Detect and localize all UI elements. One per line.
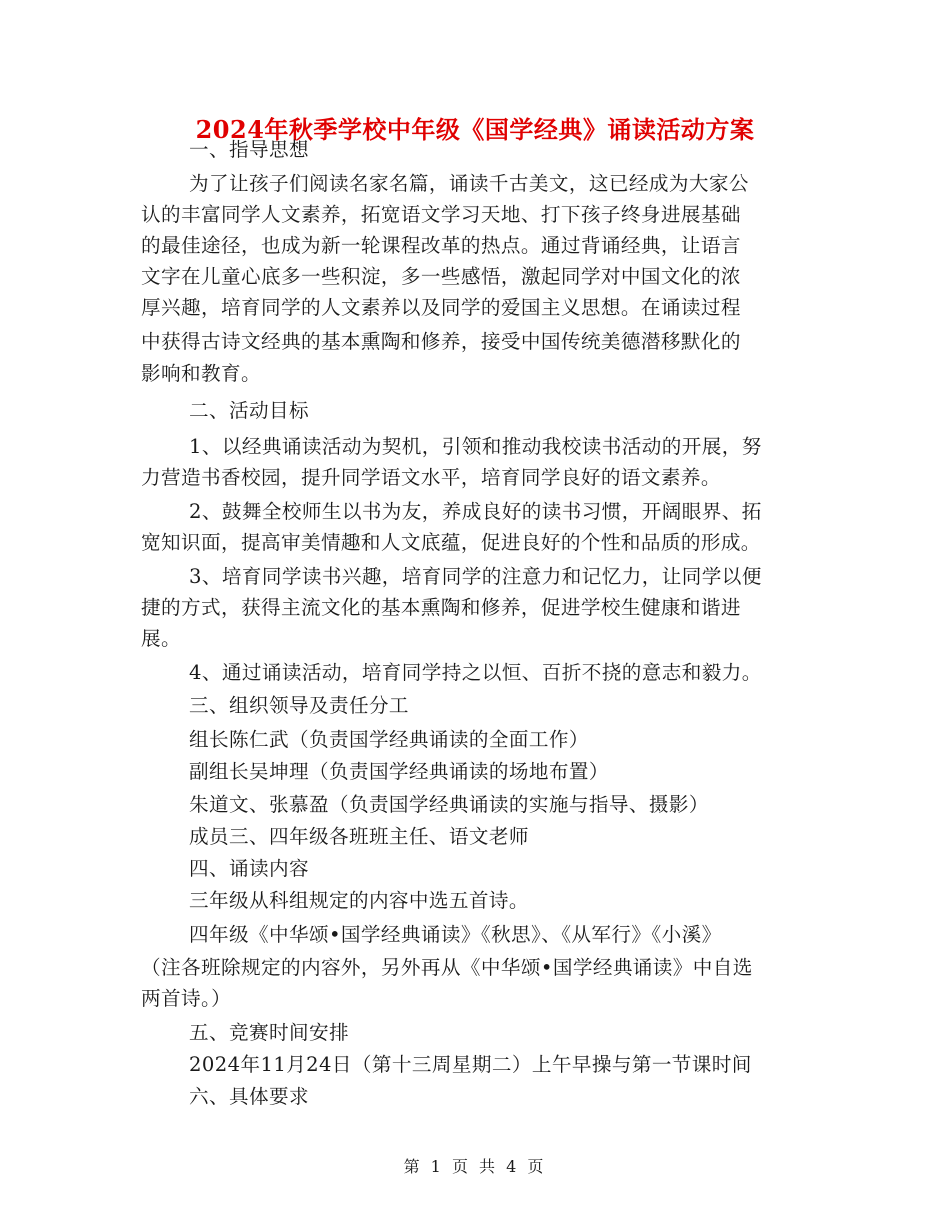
paragraph-line: 1、以经典诵读活动为契机，引领和推动我校读书活动的开展，努	[189, 435, 762, 458]
paragraph-line: 为了让孩子们阅读名家名篇，诵读千古美文，这已经成为大家公	[189, 172, 749, 195]
document-title: 2024年秋季学校中年级《国学经典》诵读活动方案	[195, 115, 755, 144]
heading-organization: 三、组织领导及责任分工	[189, 694, 409, 717]
paragraph-line: 组长陈仁武（负责国学经典诵读的全面工作）	[189, 728, 589, 751]
heading-schedule: 五、竞赛时间安排	[189, 1021, 349, 1044]
paragraph-line: 3、培育同学读书兴趣，培育同学的注意力和记忆力，让同学以便	[189, 565, 762, 588]
heading-activity-goals: 二、活动目标	[189, 399, 309, 422]
paragraph-line: 宽知识面，提高审美情趣和人文底蕴，促进良好的个性和品质的形成。	[141, 531, 761, 554]
paragraph-line: 认的丰富同学人文素养，拓宽语文学习天地、打下孩子终身进展基础	[141, 203, 741, 226]
paragraph-line: 成员三、四年级各班班主任、语文老师	[189, 825, 529, 848]
paragraph-line: 两首诗。）	[141, 987, 232, 1010]
paragraph-line: 展。	[141, 627, 181, 650]
paragraph-line: 影响和教育。	[141, 362, 261, 385]
heading-reading-content: 四、诵读内容	[189, 857, 309, 880]
paragraph-line: 的最佳途径，也成为新一轮课程改革的热点。通过背诵经典，让语言	[141, 234, 741, 257]
paragraph-line: 四年级《中华颂•国学经典诵读》《秋思》、《从军行》《小溪》	[189, 923, 722, 946]
paragraph-line: （注各班除规定的内容外，另外再从《中华颂•国学经典诵读》中自选	[141, 956, 753, 979]
paragraph-line: 中获得古诗文经典的基本熏陶和修养，接受中国传统美德潜移默化的	[141, 330, 741, 353]
paragraph-line: 力营造书香校园，提升同学语文水平，培育同学良好的语文素养。	[141, 466, 721, 489]
paragraph-line: 2024年11月24日（第十三周星期二）上午早操与第一节课时间	[189, 1053, 752, 1076]
heading-guiding-ideology: 一、指导思想	[189, 138, 309, 161]
paragraph-line: 捷的方式，获得主流文化的基本熏陶和修养，促进学校生健康和谐进	[141, 596, 741, 619]
paragraph-line: 文字在儿童心底多一些积淀，多一些感悟，激起同学对中国文化的浓	[141, 265, 741, 288]
paragraph-line: 4、通过诵读活动，培育同学持之以恒、百折不挠的意志和毅力。	[189, 661, 762, 684]
page-number-footer: 第 1 页 共 4 页	[403, 1157, 547, 1176]
paragraph-line: 三年级从科组规定的内容中选五首诗。	[189, 889, 529, 912]
paragraph-line: 2、鼓舞全校师生以书为友，养成良好的读书习惯，开阔眼界、拓	[189, 500, 762, 523]
paragraph-line: 厚兴趣，培育同学的人文素养以及同学的爱国主义思想。在诵读过程	[141, 296, 741, 319]
paragraph-line: 副组长吴坤理（负责国学经典诵读的场地布置）	[189, 760, 609, 783]
heading-requirements: 六、具体要求	[189, 1085, 309, 1108]
paragraph-line: 朱道文、张慕盈（负责国学经典诵读的实施与指导、摄影）	[189, 793, 709, 816]
